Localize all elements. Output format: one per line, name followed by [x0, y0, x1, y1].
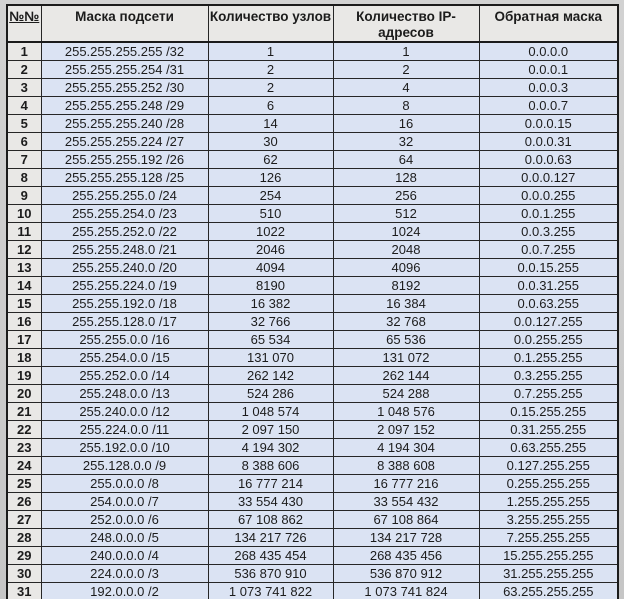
host-count-cell: 16 382	[208, 295, 333, 313]
host-count-cell: 16 777 214	[208, 475, 333, 493]
subnet-mask-cell: 255.252.0.0 /14	[41, 367, 208, 385]
wildcard-mask-cell: 0.1.255.255	[479, 349, 618, 367]
row-number-cell: 30	[7, 565, 41, 583]
wildcard-mask-cell: 0.0.0.255	[479, 187, 618, 205]
wildcard-mask-cell: 0.0.63.255	[479, 295, 618, 313]
row-number-cell: 27	[7, 511, 41, 529]
subnet-mask-cell: 255.255.255.0 /24	[41, 187, 208, 205]
table-row	[7, 205, 618, 223]
wildcard-mask-cell: 0.0.0.3	[479, 79, 618, 97]
subnet-mask-cell: 255.255.192.0 /18	[41, 295, 208, 313]
row-number-cell: 19	[7, 367, 41, 385]
table-row	[7, 61, 618, 79]
subnet-mask-cell: 255.255.0.0 /16	[41, 331, 208, 349]
row-number-cell: 7	[7, 151, 41, 169]
subnet-mask-cell: 255.255.224.0 /19	[41, 277, 208, 295]
wildcard-mask-cell: 0.31.255.255	[479, 421, 618, 439]
wildcard-mask-cell: 0.3.255.255	[479, 367, 618, 385]
number-header-label: №№	[9, 9, 40, 24]
subnet-mask-cell: 192.0.0.0 /2	[41, 583, 208, 599]
row-number-cell: 15	[7, 295, 41, 313]
host-count-cell: 30	[208, 133, 333, 151]
ip-count-cell: 32	[333, 133, 479, 151]
host-count-cell: 126	[208, 169, 333, 187]
row-number-cell: 18	[7, 349, 41, 367]
table-row	[7, 475, 618, 493]
subnet-mask-cell: 255.255.248.0 /21	[41, 241, 208, 259]
subnet-mask-cell: 255.255.255.240 /28	[41, 115, 208, 133]
host-count-cell: 2	[208, 79, 333, 97]
table-row	[7, 403, 618, 421]
wildcard-mask-cell: 0.63.255.255	[479, 439, 618, 457]
subnet-mask-cell: 255.255.255.224 /27	[41, 133, 208, 151]
row-number-cell: 6	[7, 133, 41, 151]
host-count-cell: 8190	[208, 277, 333, 295]
table-row	[7, 331, 618, 349]
table-row	[7, 493, 618, 511]
host-count-cell: 4094	[208, 259, 333, 277]
ip-count-cell: 16 777 216	[333, 475, 479, 493]
table-row	[7, 295, 618, 313]
wildcard-mask-cell: 0.255.255.255	[479, 475, 618, 493]
host-count-cell: 65 534	[208, 331, 333, 349]
row-number-cell: 10	[7, 205, 41, 223]
host-count-cell: 33 554 430	[208, 493, 333, 511]
row-number-cell: 3	[7, 79, 41, 97]
ip-count-cell: 16 384	[333, 295, 479, 313]
wildcard-mask-cell: 0.0.31.255	[479, 277, 618, 295]
subnet-mask-cell: 255.255.255.248 /29	[41, 97, 208, 115]
header-row	[7, 5, 618, 42]
host-count-cell: 32 766	[208, 313, 333, 331]
row-number-cell: 9	[7, 187, 41, 205]
wildcard-mask-cell: 0.127.255.255	[479, 457, 618, 475]
table-row	[7, 457, 618, 475]
host-count-cell: 2 097 150	[208, 421, 333, 439]
subnet-mask-cell: 248.0.0.0 /5	[41, 529, 208, 547]
host-count-cell: 67 108 862	[208, 511, 333, 529]
row-number-cell: 31	[7, 583, 41, 599]
row-number-cell: 17	[7, 331, 41, 349]
table-row	[7, 151, 618, 169]
table-row	[7, 529, 618, 547]
ip-count-cell: 1 048 576	[333, 403, 479, 421]
host-count-cell: 1 073 741 822	[208, 583, 333, 599]
row-number-cell: 28	[7, 529, 41, 547]
host-count-cell: 536 870 910	[208, 565, 333, 583]
ip-count-cell: 536 870 912	[333, 565, 479, 583]
subnet-mask-cell: 255.255.255.192 /26	[41, 151, 208, 169]
subnet-mask-cell: 255.192.0.0 /10	[41, 439, 208, 457]
col-header-number	[7, 5, 41, 42]
host-count-cell: 524 286	[208, 385, 333, 403]
ip-count-cell: 8	[333, 97, 479, 115]
wildcard-mask-cell: 0.0.0.31	[479, 133, 618, 151]
ip-count-cell: 67 108 864	[333, 511, 479, 529]
wildcard-mask-cell: 7.255.255.255	[479, 529, 618, 547]
host-count-cell: 14	[208, 115, 333, 133]
table-row	[7, 385, 618, 403]
row-number-cell: 29	[7, 547, 41, 565]
row-number-cell: 24	[7, 457, 41, 475]
ip-count-cell: 4 194 304	[333, 439, 479, 457]
col-header-host-count: Количество узлов	[208, 5, 333, 42]
row-number-cell: 14	[7, 277, 41, 295]
subnet-mask-cell: 255.255.128.0 /17	[41, 313, 208, 331]
table-row	[7, 241, 618, 259]
host-count-cell: 262 142	[208, 367, 333, 385]
wildcard-mask-cell: 0.0.0.1	[479, 61, 618, 79]
col-header-wildcard-mask: Обратная маска	[479, 5, 618, 42]
subnet-mask-cell: 224.0.0.0 /3	[41, 565, 208, 583]
ip-count-cell: 2 097 152	[333, 421, 479, 439]
ip-count-cell: 262 144	[333, 367, 479, 385]
host-count-cell: 268 435 454	[208, 547, 333, 565]
wildcard-mask-cell: 0.0.0.63	[479, 151, 618, 169]
ip-count-cell: 65 536	[333, 331, 479, 349]
row-number-cell: 13	[7, 259, 41, 277]
wildcard-mask-cell: 0.7.255.255	[479, 385, 618, 403]
ip-count-cell: 524 288	[333, 385, 479, 403]
subnet-mask-cell: 255.255.254.0 /23	[41, 205, 208, 223]
ip-count-cell: 134 217 728	[333, 529, 479, 547]
ip-count-cell: 256	[333, 187, 479, 205]
ip-count-cell: 1 073 741 824	[333, 583, 479, 599]
ip-count-cell: 1	[333, 42, 479, 61]
table-row	[7, 133, 618, 151]
subnet-mask-cell: 255.255.255.128 /25	[41, 169, 208, 187]
ip-count-cell: 4096	[333, 259, 479, 277]
table-row	[7, 421, 618, 439]
table-row	[7, 367, 618, 385]
wildcard-mask-cell: 3.255.255.255	[479, 511, 618, 529]
ip-count-cell: 128	[333, 169, 479, 187]
row-number-cell: 4	[7, 97, 41, 115]
subnet-mask-cell: 255.224.0.0 /11	[41, 421, 208, 439]
wildcard-mask-cell: 31.255.255.255	[479, 565, 618, 583]
host-count-cell: 510	[208, 205, 333, 223]
ip-count-cell: 268 435 456	[333, 547, 479, 565]
ip-count-cell: 131 072	[333, 349, 479, 367]
wildcard-mask-cell: 0.0.0.127	[479, 169, 618, 187]
subnet-mask-cell: 255.255.255.255 /32	[41, 42, 208, 61]
wildcard-mask-cell: 15.255.255.255	[479, 547, 618, 565]
wildcard-mask-cell: 0.0.0.7	[479, 97, 618, 115]
host-count-cell: 131 070	[208, 349, 333, 367]
host-count-cell: 2	[208, 61, 333, 79]
wildcard-mask-cell: 0.0.3.255	[479, 223, 618, 241]
ip-count-cell: 1024	[333, 223, 479, 241]
wildcard-mask-cell: 0.0.1.255	[479, 205, 618, 223]
col-header-ip-count: Количество IP-адресов	[333, 5, 479, 42]
ip-count-cell: 2048	[333, 241, 479, 259]
wildcard-mask-cell: 0.0.15.255	[479, 259, 618, 277]
ip-count-cell: 32 768	[333, 313, 479, 331]
subnet-mask-cell: 255.248.0.0 /13	[41, 385, 208, 403]
subnet-mask-cell: 255.0.0.0 /8	[41, 475, 208, 493]
subnet-mask-cell: 255.255.255.252 /30	[41, 79, 208, 97]
table-row	[7, 42, 618, 61]
table-row	[7, 115, 618, 133]
ip-count-cell: 2	[333, 61, 479, 79]
table-row	[7, 313, 618, 331]
table-row	[7, 439, 618, 457]
host-count-cell: 1 048 574	[208, 403, 333, 421]
table-row	[7, 511, 618, 529]
wildcard-mask-cell: 0.0.255.255	[479, 331, 618, 349]
wildcard-mask-cell: 0.0.0.0	[479, 42, 618, 61]
row-number-cell: 2	[7, 61, 41, 79]
host-count-cell: 4 194 302	[208, 439, 333, 457]
subnet-mask-cell: 255.255.252.0 /22	[41, 223, 208, 241]
host-count-cell: 2046	[208, 241, 333, 259]
row-number-cell: 26	[7, 493, 41, 511]
ip-count-cell: 16	[333, 115, 479, 133]
subnet-mask-cell: 240.0.0.0 /4	[41, 547, 208, 565]
wildcard-mask-cell: 0.0.0.15	[479, 115, 618, 133]
row-number-cell: 8	[7, 169, 41, 187]
table-row	[7, 169, 618, 187]
ip-count-cell: 64	[333, 151, 479, 169]
wildcard-mask-cell: 0.15.255.255	[479, 403, 618, 421]
row-number-cell: 20	[7, 385, 41, 403]
subnet-mask-cell: 254.0.0.0 /7	[41, 493, 208, 511]
subnet-mask-cell: 255.128.0.0 /9	[41, 457, 208, 475]
table-row	[7, 187, 618, 205]
table-row	[7, 349, 618, 367]
host-count-cell: 62	[208, 151, 333, 169]
subnet-mask-table	[6, 4, 619, 599]
table-row	[7, 97, 618, 115]
ip-count-cell: 8 388 608	[333, 457, 479, 475]
row-number-cell: 12	[7, 241, 41, 259]
wildcard-mask-cell: 0.0.127.255	[479, 313, 618, 331]
row-number-cell: 22	[7, 421, 41, 439]
ip-count-cell: 8192	[333, 277, 479, 295]
host-count-cell: 1	[208, 42, 333, 61]
host-count-cell: 254	[208, 187, 333, 205]
table-row	[7, 259, 618, 277]
wildcard-mask-cell: 63.255.255.255	[479, 583, 618, 599]
wildcard-mask-cell: 1.255.255.255	[479, 493, 618, 511]
col-header-subnet-mask: Маска подсети	[41, 5, 208, 42]
table-row	[7, 223, 618, 241]
table-row	[7, 547, 618, 565]
subnet-mask-cell: 252.0.0.0 /6	[41, 511, 208, 529]
subnet-mask-cell: 255.255.240.0 /20	[41, 259, 208, 277]
ip-count-cell: 33 554 432	[333, 493, 479, 511]
table-row	[7, 583, 618, 599]
row-number-cell: 25	[7, 475, 41, 493]
host-count-cell: 6	[208, 97, 333, 115]
row-number-cell: 1	[7, 42, 41, 61]
wildcard-mask-cell: 0.0.7.255	[479, 241, 618, 259]
ip-count-cell: 4	[333, 79, 479, 97]
ip-count-cell: 512	[333, 205, 479, 223]
subnet-mask-cell: 255.240.0.0 /12	[41, 403, 208, 421]
row-number-cell: 21	[7, 403, 41, 421]
row-number-cell: 5	[7, 115, 41, 133]
subnet-mask-cell: 255.255.255.254 /31	[41, 61, 208, 79]
subnet-mask-cell: 255.254.0.0 /15	[41, 349, 208, 367]
row-number-cell: 11	[7, 223, 41, 241]
table-row	[7, 565, 618, 583]
row-number-cell: 23	[7, 439, 41, 457]
host-count-cell: 134 217 726	[208, 529, 333, 547]
table-row	[7, 79, 618, 97]
host-count-cell: 8 388 606	[208, 457, 333, 475]
table-row	[7, 277, 618, 295]
row-number-cell: 16	[7, 313, 41, 331]
host-count-cell: 1022	[208, 223, 333, 241]
